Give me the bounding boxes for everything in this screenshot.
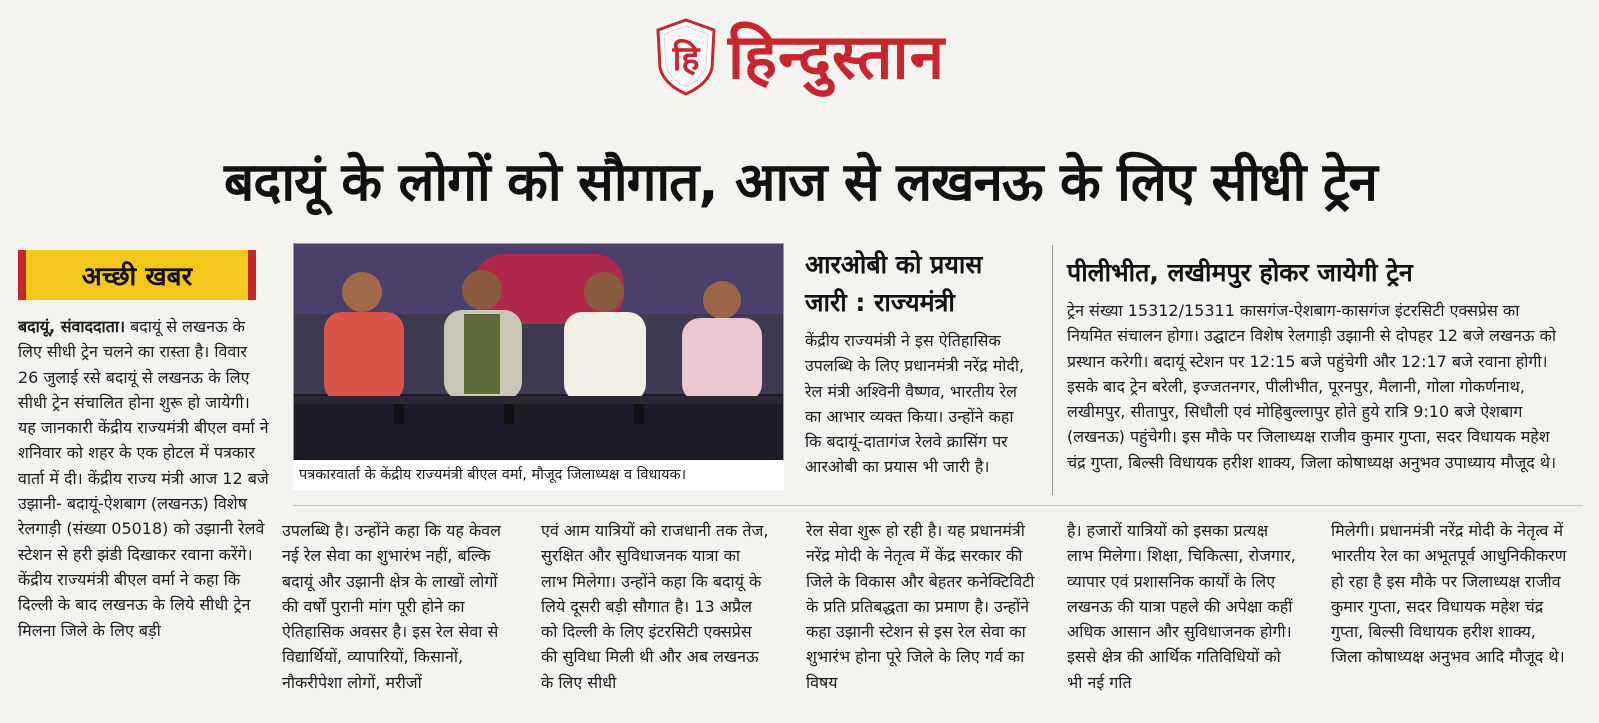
horizontal-divider	[293, 505, 1583, 506]
body-column-3: रेल सेवा शुरू हो रही है। यह प्रधानमंत्री नरेंद्र मोदी के नेतृत्व में केंद्र सरकार की जिले के विकास और बेहतर कनेक्टिविटी के प्रति प्रतिबद्धता का प्रमाण है। उन्होंने कहा उझानी स्टेशन से इस रेल सेवा का शुभारंभ होना पूरे जिले के लिए गर्व का विषय	[806, 521, 1035, 692]
press-conference-photo	[293, 243, 784, 489]
newspaper-brand: हिन्दुस्तान	[728, 20, 945, 93]
lead-text: बदायूं से लखनऊ के लिए सीधी ट्रेन चलने का रास्ता है। विवार 26 जुलाई रसे बदायूं से लखनऊ के लिए सीधी ट्रेन संचालित होना शुरू हो जायेगी। यह जानकारी केंद्रीय राज्यमंत्री बीएल वर्मा ने शनिवार को शहर के एक होटल में पत्रकार वार्ता में दी। केंद्रीय राज्य मंत्री आज 12 बजे उझानी- बदायूं-ऐशबाग (लखनऊ) विशेष रेलगाड़ी (संख्या 05018) को उझानी रेलवे स्टेशन से हरी झंडी दिखाकर रवाना करेंगे। केंद्रीय राज्यमंत्री बीएल वर्मा ने कहा कि दिल्ली के बाद लखनऊ के लिये सीधी ट्रेन मिलना जिले के लिए बड़ी	[18, 317, 269, 640]
story-route	[1067, 254, 1567, 475]
lead-column	[18, 314, 270, 714]
body-column-2: एवं आम यात्रियों को राजधानी तक तेज, सुरक्षित और सुविधाजनक यात्रा का लाभ मिलेगा। उन्होंने कहा कि बदायूं के लिये दूसरी बड़ी सौगात है। 13 अप्रैल को दिल्ली के लिए इंटरसिटी एक्सप्रेस की सुविधा मिली थी और अब लखनऊ के लिए सीधी	[541, 521, 769, 692]
photo-caption: पत्रकारवार्ता के केंद्रीय राज्यमंत्री बीएल वर्मा, मौजूद जिलाध्यक्ष व विधायक।	[293, 460, 784, 490]
masthead	[0, 12, 1599, 102]
story-rob-text: केंद्रीय राज्यमंत्री ने इस ऐतिहासिक उपलब्धि के लिए प्रधानमंत्री नरेंद्र मोदी, रेल मंत्री अश्विनी वैष्णव, भारतीय रेल का आभार व्यक्त किया। उन्होंने कहा कि बदायूं-दातागंज रेलवे क्रासिंग पर आरओबी का प्रयास भी जारी है।	[805, 331, 1025, 477]
good-news-tag: अच्छी खबर	[18, 250, 256, 300]
story-route-text: ट्रेन संख्या 15312/15311 कासगंज-ऐशबाग-कासगंज इंटरसिटी एक्सप्रेस का नियमित संचालन होगा। उद्घाटन विशेष रेलगाड़ी उझानी से दोपहर 12 बजे लखनऊ को प्रस्थान करेगी। बदायूं स्टेशन पर 12:15 बजे पहुंचेगी और 12:17 बजे रवाना होगी। इसके बाद ट्रेन बरेली, इज्जतनगर, पीलीभीत, पूरनपुर, मैलानी, गोला गोकर्णनाथ, लखीमपुर, सीतापुर, सिधौली एवं मोहिबुल्लापुर होते हुये रात्रि 9:10 बजे ऐशबाग (लखनऊ) पहुंचेगी। इस मौके पर जिलाध्यक्ष राजीव कुमार गुप्ता, सदर विधायक महेश चंद्र गुप्ता, बिल्सी विधायक हरीश शाक्य, जिला कोषाध्यक्ष अनुभव उपाध्याय मौजूद थे।	[1067, 301, 1557, 472]
byline: बदायूं, संवाददाता।	[18, 317, 126, 336]
story-route-heading: पीलीभीत, लखीमपुर होकर जायेगी ट्रेन	[1067, 258, 1413, 287]
logo-glyph: हि	[672, 39, 700, 79]
main-headline: बदायूं के लोगों को सौगात, आज से लखनऊ के लिए सीधी ट्रेन	[224, 152, 1377, 213]
body-column-4: है। हजारों यात्रियों को इसका प्रत्यक्ष लाभ मिलेगा। शिक्षा, चिकित्सा, रोजगार, व्यापार एवं प्रशासनिक कार्यों के लिए लखनऊ की यात्रा पहले की अपेक्षा कहीं अधिक आसान और सुविधाजनक होगी। इससे क्षेत्र की आर्थिक गतिविधियों को भी नई गति	[1067, 521, 1296, 692]
photo-illustration	[294, 244, 784, 489]
story-rob-heading-1: आरओबी को प्रयास	[805, 250, 983, 279]
body-column-5: मिलेगी। प्रधानमंत्री नरेंद्र मोदी के नेतृत्व में भारतीय रेल का अभूतपूर्व आधुनिकीकरण हो रहा है इस मौके पर जिलाध्यक्ष राजीव कुमार गुप्ता, सदर विधायक महेश चंद्र गुप्ता, बिल्सी विधायक हरीश शाक्य, जिला कोषाध्यक्ष अनुभव आदि मौजूद थे।	[1331, 521, 1567, 667]
story-rob	[805, 246, 1035, 480]
body-column-1: उपलब्धि है। उन्होंने कहा कि यह केवल नई रेल सेवा का शुभारंभ नहीं, बल्कि बदायूं और उझानी क्षेत्र के लाखों लोगों की वर्षों पुरानी मांग पूरी होने का ऐतिहासिक अवसर है। इस रेल सेवा से विद्यार्थियों, व्यापारियों, किसानों, नौकरीपेशा लोगों, मरीजों	[282, 521, 502, 692]
column-divider	[1052, 245, 1053, 495]
story-rob-heading-2: जारी : राज्यमंत्री	[805, 288, 955, 317]
shield-logo-icon	[654, 18, 718, 96]
